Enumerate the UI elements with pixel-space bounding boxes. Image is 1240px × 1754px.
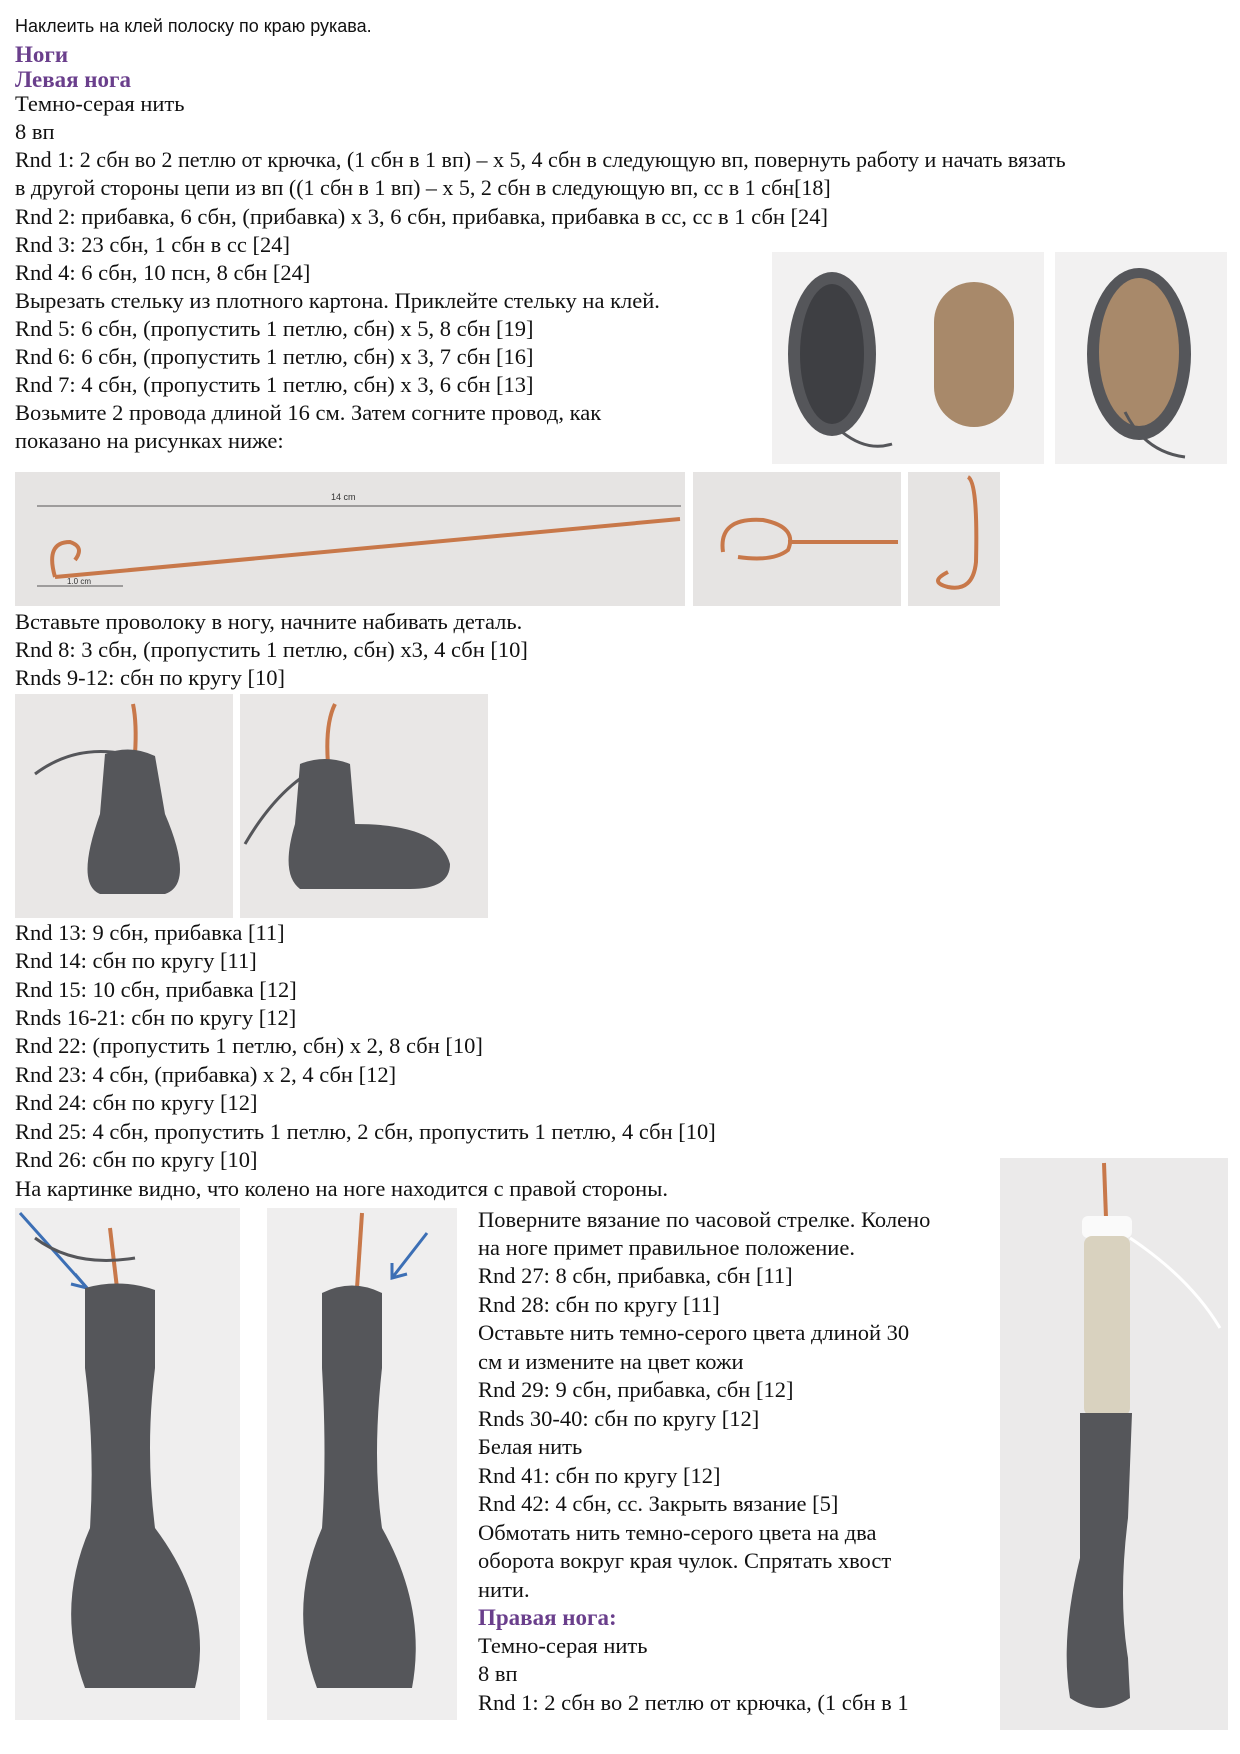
text-line: Rnd 26: сбн по кругу [10] <box>15 1147 258 1172</box>
text-line: Rnd 1: 2 сбн во 2 петлю от крючка, (1 сбн в 1 <box>478 1690 909 1715</box>
text-line: Rnd 41: сбн по кругу [12] <box>478 1463 721 1488</box>
text-line: Вставьте проволоку в ногу, начните набивать деталь. <box>15 609 523 634</box>
section-title: Ноги <box>15 42 69 67</box>
photo-foot-front <box>15 694 233 918</box>
leg-knee-b-illustration <box>267 1208 457 1720</box>
text-line: Rnds 30-40: сбн по кругу [12] <box>478 1406 760 1431</box>
text-line: нити. <box>478 1577 530 1602</box>
text-line: см и измените на цвет кожи <box>478 1349 744 1374</box>
right-leg-title: Правая нога: <box>478 1605 617 1630</box>
text-line: Темно-серая нить <box>15 91 185 116</box>
leg-finished-illustration <box>1000 1158 1228 1730</box>
text-line: 8 вп <box>15 119 55 144</box>
foot-front-illustration <box>15 694 233 918</box>
text-line: Rnd 24: сбн по кругу [12] <box>15 1090 258 1115</box>
text-line: Обмотать нить темно-серого цвета на два <box>478 1520 877 1545</box>
text-line: Rnd 29: 9 сбн, прибавка, сбн [12] <box>478 1377 794 1402</box>
wire-loop-illustration <box>693 472 901 606</box>
photo-sole-glued <box>1055 252 1227 464</box>
text-line: Rnd 15: 10 сбн, прибавка [12] <box>15 977 297 1002</box>
sole-illustration <box>772 252 1044 464</box>
text-line: Rnds 9-12: сбн по кругу [10] <box>15 665 286 690</box>
text-line: Темно-серая нить <box>478 1633 648 1658</box>
photo-sole-with-insole <box>772 252 1044 464</box>
text-line: Rnd 42: 4 сбн, сс. Закрыть вязание [5] <box>478 1491 839 1516</box>
text-line: Rnd 13: 9 сбн, прибавка [11] <box>15 920 285 945</box>
text-line: Rnd 3: 23 сбн, 1 сбн в сс [24] <box>15 232 290 257</box>
wire-hook-label: 1.0 cm <box>67 577 92 586</box>
photo-wire-bent <box>908 472 1000 606</box>
text-line: Rnd 5: 6 сбн, (пропустить 1 петлю, сбн) х 5, 8 сбн [19] <box>15 316 534 341</box>
foot-side-illustration <box>240 694 488 918</box>
photo-foot-side <box>240 694 488 918</box>
text-line: Rnd 23: 4 сбн, (прибавка) х 2, 4 сбн [12] <box>15 1062 397 1087</box>
glued-sole-illustration <box>1055 252 1227 464</box>
text-line: Rnd 1: 2 сбн во 2 петлю от крючка, (1 сбн в 1 вп) – х 5, 4 сбн в следующую вп, повернуть работу и начать вязать <box>15 147 1066 172</box>
photo-leg-knee-a <box>15 1208 240 1720</box>
text-line: Rnd 25: 4 сбн, пропустить 1 петлю, 2 сбн, пропустить 1 петлю, 4 сбн [10] <box>15 1119 716 1144</box>
leg-knee-a-illustration <box>15 1208 240 1720</box>
text-line: Rnd 27: 8 сбн, прибавка, сбн [11] <box>478 1263 793 1288</box>
text-line: Белая нить <box>478 1434 583 1459</box>
text-line: Rnd 2: прибавка, 6 сбн, (прибавка) х 3, 6 сбн, прибавка, прибавка в сс, сс в 1 сбн [24] <box>15 204 829 229</box>
photo-wire-measured <box>15 472 685 606</box>
text-line: показано на рисунках ниже: <box>15 428 284 453</box>
text-line: Rnd 8: 3 сбн, (пропустить 1 петлю, сбн) х3, 4 сбн [10] <box>15 637 528 662</box>
text-line: Rnds 16-21: сбн по кругу [12] <box>15 1005 297 1030</box>
text-line: На картинке видно, что колено на ноге находится с правой стороны. <box>15 1176 668 1201</box>
wire-illustration <box>15 472 685 606</box>
text-line: на ноге примет правильное положение. <box>478 1235 855 1260</box>
photo-leg-knee-b <box>267 1208 457 1720</box>
text-line: в другой стороны цепи из вп ((1 сбн в 1 вп) – х 5, 2 сбн в следующую вп, сс в 1 сбн[18] <box>15 175 831 200</box>
text-line: оборота вокруг края чулок. Спрятать хвост <box>478 1548 892 1573</box>
text-line: Поверните вязание по часовой стрелке. Колено <box>478 1207 931 1232</box>
text-line: Rnd 28: сбн по кругу [11] <box>478 1292 720 1317</box>
left-leg-title: Левая нога <box>15 67 131 92</box>
text-line: Rnd 4: 6 сбн, 10 псн, 8 сбн [24] <box>15 260 311 285</box>
wire-length-label: 14 cm <box>331 492 356 502</box>
text-line: Оставьте нить темно-серого цвета длиной 30 <box>478 1320 910 1345</box>
photo-wire-loop <box>693 472 901 606</box>
top-note: Наклеить на клей полоску по краю рукава. <box>15 16 372 36</box>
text-line: Возьмите 2 провода длиной 16 см. Затем согните провод, как <box>15 400 602 425</box>
text-line: Rnd 14: сбн по кругу [11] <box>15 948 257 973</box>
wire-bent-illustration <box>908 472 1000 606</box>
photo-leg-finished <box>1000 1158 1228 1730</box>
text-line: Rnd 7: 4 сбн, (пропустить 1 петлю, сбн) х 3, 6 сбн [13] <box>15 372 534 397</box>
text-line: 8 вп <box>478 1661 518 1686</box>
text-line: Rnd 6: 6 сбн, (пропустить 1 петлю, сбн) х 3, 7 сбн [16] <box>15 344 534 369</box>
text-line: Rnd 22: (пропустить 1 петлю, сбн) х 2, 8 сбн [10] <box>15 1033 483 1058</box>
text-line: Вырезать стельку из плотного картона. Приклейте стельку на клей. <box>15 288 660 313</box>
